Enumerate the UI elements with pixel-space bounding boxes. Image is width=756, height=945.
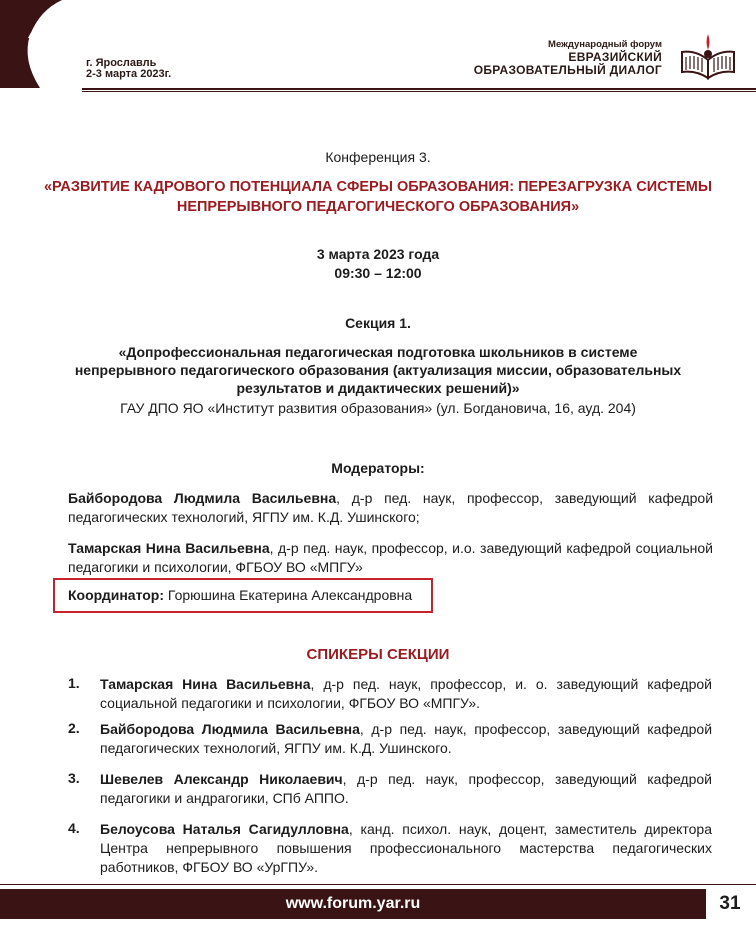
speaker-name: Байбородова Людмила Васильевна [100,721,360,737]
speakers-heading: СПИКЕРЫ СЕКЦИИ [306,646,450,663]
forum-title-line2: ОБРАЗОВАТЕЛЬНЫЙ ДИАЛОГ [473,63,662,77]
event-location-dates [86,58,171,80]
header-divider [82,88,756,90]
conference-time: 09:30 – 12:00 [334,265,422,281]
section-venue: ГАУ ДПО ЯО «Институт развития образования» (ул. Богдановича, 16, ауд. 204) [120,400,636,416]
speaker-name: Шевелев Александр Николаевич [100,771,343,787]
page-number: 31 [719,893,741,914]
footer-divider [0,884,756,885]
speaker-number: 1. [68,675,80,691]
coordinator-label: Координатор: [68,587,165,603]
section-title [40,343,716,397]
speaker-number: 2. [68,720,80,736]
speaker-number: 3. [68,770,80,786]
forum-name [474,39,662,77]
conference-number: Конференция 3. [325,149,431,165]
speaker-entry [100,770,712,808]
moderator-name: Тамарская Нина Васильевна [68,540,270,556]
section-number: Секция 1. [345,315,411,331]
event-city: г. Ярославль [86,57,157,69]
conference-datetime [40,245,716,283]
moderator-entry [68,489,713,527]
conference-date: 3 марта 2023 года [316,246,440,262]
forum-title-line1: ЕВРАЗИЙСКИЙ [568,50,662,64]
speaker-name: Тамарская Нина Васильевна [100,676,311,692]
speaker-entry [100,720,712,758]
speaker-description: , д-р пед. наук, профессор, и. о. заведующий кафедрой социальной педагогики и психологии, ФГБОУ ВО «МПГУ». [100,676,712,711]
moderator-entry [68,539,713,577]
forum-type: Международный форум [548,39,662,50]
speaker-number: 4. [68,820,80,836]
coordinator-name: Горюшина Екатерина Александровна [164,587,413,603]
section-title-line1: «Допрофессиональная педагогическая подготовка школьников в системе [118,344,638,360]
speaker-description: , д-р пед. наук, профессор, заведующий кафедрой педагогики и андрагогики, СПб АППО. [100,771,712,806]
page-header [0,0,756,88]
conference-title-line2: НЕПРЕРЫВНОГО ПЕДАГОГИЧЕСКОГО ОБРАЗОВАНИЯ» [176,199,580,215]
forum-runner-logo-icon [0,0,82,88]
speaker-description: , канд. психол. наук, доцент, заместитель директора Центра непрерывного повышения профессионального мастерства педагогических работников, ФГБОУ ВО «УрГПУ». [100,821,712,875]
moderator-name: Байбородова Людмила Васильевна [68,490,337,506]
moderators-heading: Модераторы: [331,460,425,476]
footer-website-link[interactable]: www.forum.yar.ru [285,895,421,912]
speaker-name: Белоусова Наталья Сагидулловна [100,821,349,837]
speaker-entry [100,820,712,877]
open-book-logo-icon [678,32,738,82]
event-dates: 2-3 марта 2023г. [86,68,172,80]
conference-title [40,177,716,217]
conference-title-line1: «РАЗВИТИЕ КАДРОВОГО ПОТЕНЦИАЛА СФЕРЫ ОБРАЗОВАНИЯ: ПЕРЕЗАГРУЗКА СИСТЕМЫ [43,179,713,195]
speaker-entry [100,675,712,713]
moderator-description: , д-р пед. наук, профессор, заведующий кафедрой педагогических технологий, ЯГПУ им. К.Д. Ушинского; [68,490,714,525]
header-divider-thin [82,91,756,92]
section-title-line2: непрерывного педагогического образования (актуализация миссии, образовательных [74,362,682,378]
speaker-description: , д-р пед. наук, профессор, заведующий кафедрой педагогических технологий, ЯГПУ им. К.Д. Ушинского. [100,721,713,756]
moderator-description: , д-р пед. наук, профессор, и.о. заведующий кафедрой социальной педагогики и психологии, ФГБОУ ВО «МПГУ» [68,540,713,575]
coordinator-entry [68,587,412,603]
section-title-line3: результатов и дидактических решений)» [236,380,520,396]
